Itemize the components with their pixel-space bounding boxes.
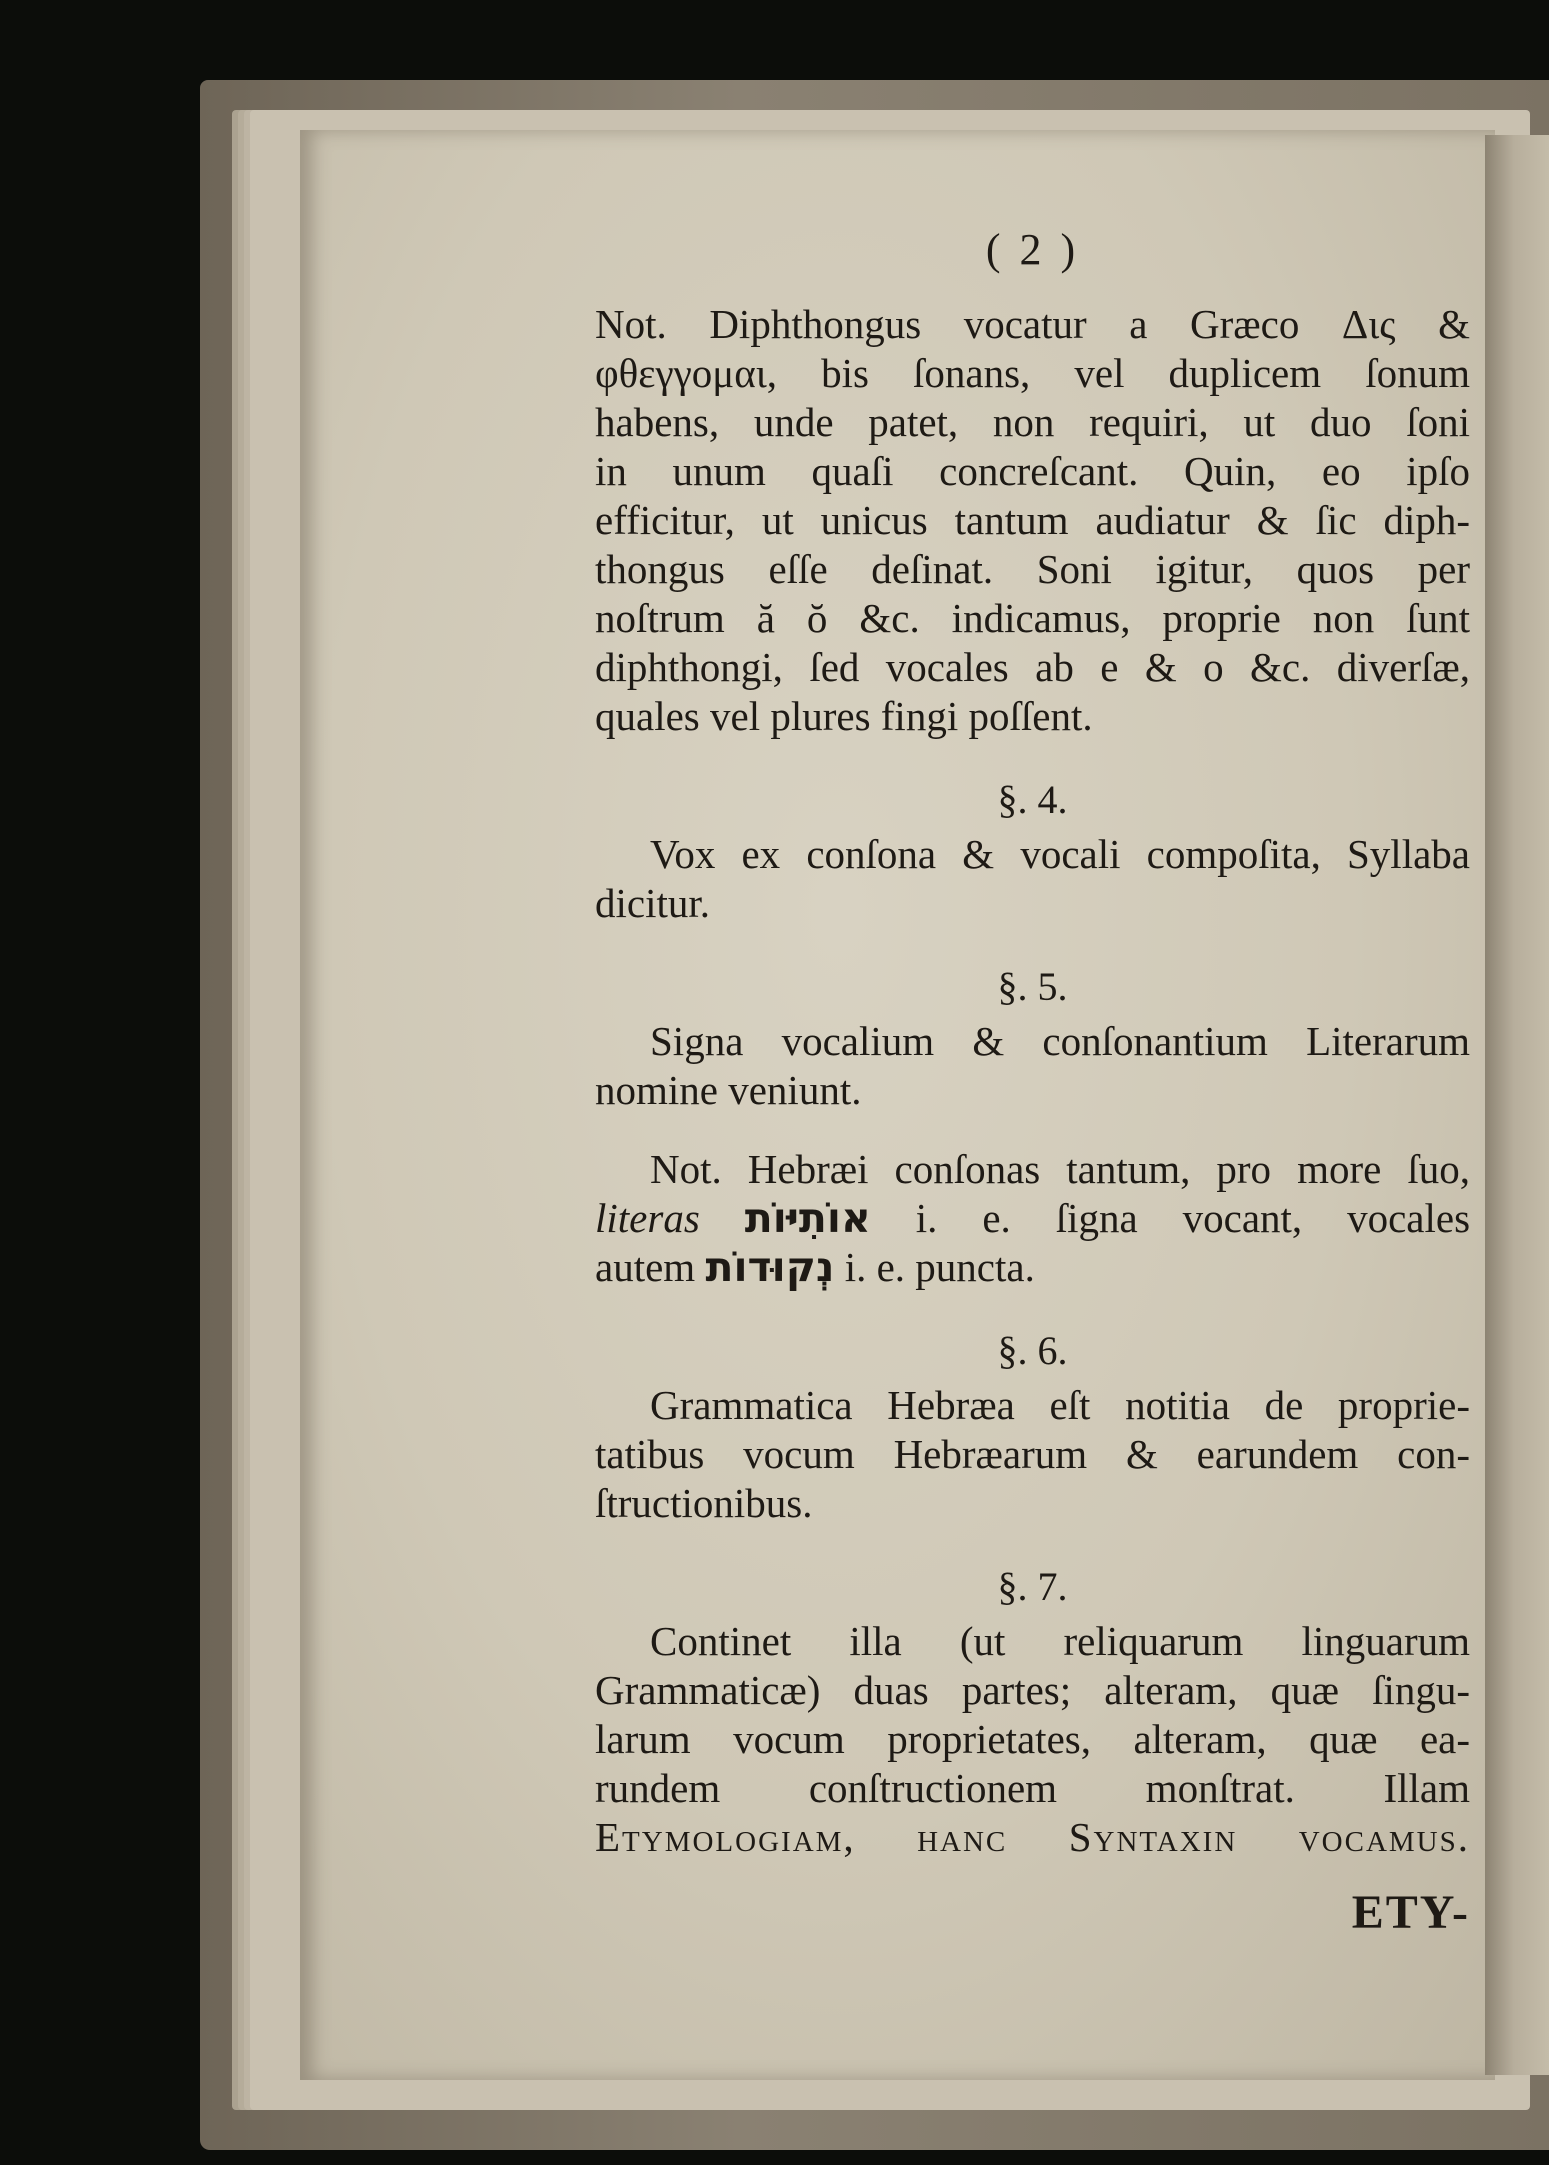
note-hebrew-letters xyxy=(595,1145,1470,1292)
text-line: rundem conſtructionem monſtrat. Illam xyxy=(595,1765,1470,1811)
text-line: Grammaticæ) duas partes; alteram, quæ ſingu- xyxy=(595,1667,1470,1713)
italic-word: literas xyxy=(595,1195,700,1241)
section-heading-6: §. 6. xyxy=(997,1328,1068,1373)
text-line: φθεγγομαι, bis ſonans, vel duplicem ſonum xyxy=(595,350,1470,396)
text-line: habens, unde patet, non requiri, ut duo ſoni xyxy=(595,399,1470,445)
text-line: in unum quaſi concreſcant. Quin, eo ipſo xyxy=(595,448,1470,494)
text-line: Not. Hebræi conſonas tantum, pro more ſuo, xyxy=(650,1146,1470,1192)
text-line: Etymologiam, hanc Syntaxin vocamus. xyxy=(595,1814,1470,1860)
section-heading-4: §. 4. xyxy=(997,777,1068,822)
text-line: thongus eſſe deſinat. Soni igitur, quos per xyxy=(595,546,1470,592)
page-text xyxy=(595,225,1470,1937)
facing-page-edge xyxy=(1485,135,1549,2075)
section-5-text xyxy=(595,1017,1470,1115)
text-fragment: autem xyxy=(595,1244,696,1290)
text-line: Continet illa (ut reliquarum linguarum xyxy=(650,1618,1470,1664)
hebrew-word-otiyot: אוֹתִיּוֹת xyxy=(744,1194,871,1242)
text-line xyxy=(595,1194,1470,1243)
hebrew-word-nekudot: נְקוּדוֹת xyxy=(705,1243,835,1291)
text-line: noſtrum ă ŏ &c. indicamus, proprie non ſunt xyxy=(595,595,1470,641)
text-line: nomine veniunt. xyxy=(595,1067,862,1113)
text-line: quales vel plures fingi poſſent. xyxy=(595,693,1093,739)
section-7-text xyxy=(595,1617,1470,1862)
note-diphthongus xyxy=(595,300,1470,741)
text-line: Not. Diphthongus vocatur a Græco Δις & xyxy=(595,301,1470,347)
section-heading-5: §. 5. xyxy=(997,964,1068,1009)
text-fragment: i. e. puncta. xyxy=(844,1244,1035,1290)
text-line: larum vocum proprietates, alteram, quæ ea- xyxy=(595,1716,1470,1762)
text-line: Vox ex conſona & vocali compoſita, Syllaba xyxy=(650,831,1470,877)
text-line: efficitur, ut unicus tantum audiatur & ſic diph- xyxy=(595,497,1470,543)
text-line: ſtructionibus. xyxy=(595,1480,813,1526)
text-line: dicitur. xyxy=(595,880,711,926)
text-fragment: i. e. ſigna vocant, vocales xyxy=(915,1195,1471,1241)
text-line: Grammatica Hebræa eſt notitia de proprie- xyxy=(650,1382,1470,1428)
section-6-text xyxy=(595,1381,1470,1528)
page-number: ( 2 ) xyxy=(985,225,1080,274)
section-4-text xyxy=(595,830,1470,928)
catchword: ETY- xyxy=(1351,1886,1470,1939)
section-heading-7: §. 7. xyxy=(997,1564,1068,1609)
text-line: tatibus vocum Hebræarum & earundem con- xyxy=(595,1431,1470,1477)
text-line: diphthongi, ſed vocales ab e & o &c. diverſæ, xyxy=(595,644,1470,690)
text-line: Signa vocalium & conſonantium Literarum xyxy=(650,1018,1470,1064)
text-line xyxy=(595,1243,1470,1292)
